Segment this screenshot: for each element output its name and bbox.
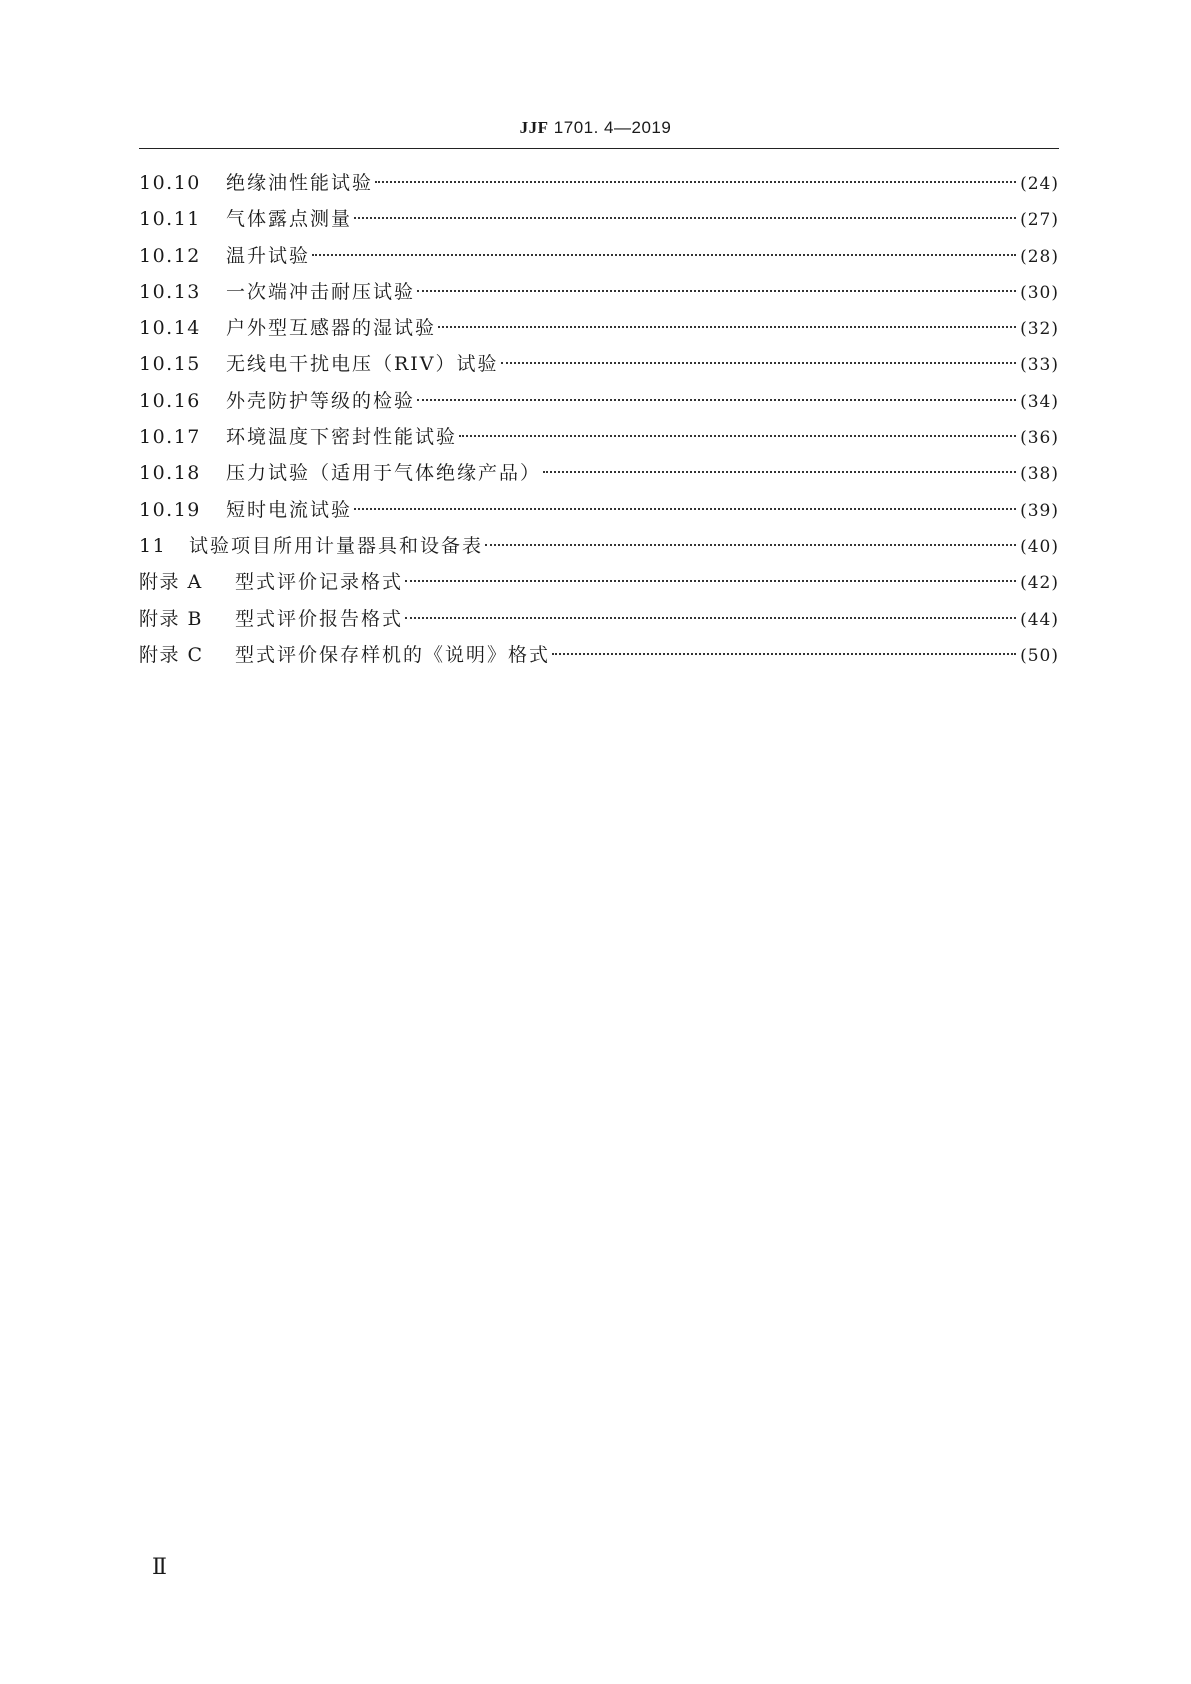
toc-entry-page: (24) [1020, 174, 1059, 194]
toc-entry[interactable] [139, 531, 1059, 567]
toc-entry-number: 10.10 [139, 172, 201, 194]
toc-entry-title: 型式评价记录格式 [235, 571, 404, 594]
toc-entry[interactable] [139, 313, 1059, 349]
toc-entry-title: 环境温度下密封性能试验 [226, 426, 458, 449]
toc-entry[interactable] [139, 241, 1059, 277]
toc-entry-page: (42) [1020, 573, 1059, 594]
toc-entry-number: 10.18 [139, 462, 201, 485]
toc-entry-page: (40) [1020, 536, 1059, 557]
table-of-contents [139, 168, 1059, 676]
toc-entry[interactable] [139, 386, 1059, 422]
toc-entry-page: (38) [1020, 464, 1059, 485]
toc-entry[interactable] [139, 277, 1059, 313]
toc-entry-appendix[interactable] [139, 640, 1059, 676]
toc-entry-number: 附录 A [139, 571, 203, 594]
toc-entry-title: 绝缘油性能试验 [226, 172, 374, 194]
toc-leader-dots [543, 471, 1016, 473]
toc-entry-page: (39) [1020, 500, 1059, 521]
toc-entry-title: 温升试验 [226, 244, 311, 267]
toc-entry-number: 10.12 [139, 244, 201, 267]
toc-leader-dots [552, 653, 1016, 655]
toc-entry-number: 10.13 [139, 280, 201, 303]
toc-entry-number: 10.14 [139, 317, 201, 340]
toc-leader-dots [501, 362, 1017, 364]
toc-entry-number: 11 [139, 534, 167, 557]
toc-leader-dots [485, 544, 1016, 546]
toc-entry-title: 气体露点测量 [226, 208, 353, 231]
toc-entry[interactable] [139, 422, 1059, 458]
toc-entry-appendix[interactable] [139, 567, 1059, 603]
toc-entry-page: (44) [1020, 609, 1059, 630]
toc-entry[interactable] [139, 495, 1059, 531]
toc-entry-title: 压力试验（适用于气体绝缘产品） [226, 462, 542, 485]
toc-entry-number: 10.15 [139, 353, 201, 376]
toc-entry-page: (32) [1020, 319, 1059, 340]
toc-entry-page: (33) [1020, 355, 1059, 376]
toc-entry-title: 试验项目所用计量器具和设备表 [189, 534, 484, 557]
toc-entry[interactable] [139, 168, 1059, 204]
toc-entry[interactable] [139, 349, 1059, 385]
page-folio: Ⅱ [152, 1554, 167, 1579]
toc-leader-dots [405, 580, 1016, 582]
toc-entry-title: 型式评价报告格式 [235, 607, 404, 630]
toc-entry[interactable] [139, 204, 1059, 240]
toc-entry-page: (50) [1020, 645, 1059, 666]
toc-entry-title: 户外型互感器的湿试验 [226, 317, 437, 340]
toc-leader-dots [417, 290, 1016, 292]
toc-entry-page: (28) [1020, 246, 1059, 267]
toc-leader-dots [354, 217, 1016, 219]
toc-entry-number: 10.19 [139, 498, 201, 521]
toc-entry-number: 10.17 [139, 426, 201, 449]
header-divider [139, 148, 1059, 149]
toc-entry-page: (30) [1020, 282, 1059, 303]
toc-entry-number: 附录 C [139, 643, 204, 666]
toc-entry-number: 附录 B [139, 607, 204, 630]
toc-entry-page: (36) [1020, 428, 1059, 449]
toc-leader-dots [405, 617, 1016, 619]
toc-leader-dots [312, 254, 1016, 256]
toc-leader-dots [354, 508, 1016, 510]
toc-leader-dots [459, 435, 1016, 437]
toc-entry-title: 外壳防护等级的检验 [226, 389, 416, 412]
toc-leader-dots [375, 181, 1016, 183]
toc-leader-dots [417, 399, 1016, 401]
standard-code-prefix: JJF [519, 118, 549, 137]
toc-leader-dots [438, 326, 1016, 328]
toc-entry-number: 10.16 [139, 389, 201, 412]
toc-entry-title: 短时电流试验 [226, 498, 353, 521]
standard-code-number: 1701. 4—2019 [548, 118, 672, 137]
toc-entry-appendix[interactable] [139, 604, 1059, 640]
toc-entry-number: 10.11 [139, 208, 201, 231]
toc-entry-title: 一次端冲击耐压试验 [226, 280, 416, 303]
toc-entry-page: (34) [1020, 391, 1059, 412]
toc-entry-title: 型式评价保存样机的《说明》格式 [235, 643, 551, 666]
toc-entry-page: (27) [1020, 210, 1059, 231]
standard-code-header [0, 118, 1191, 138]
toc-entry-title: 无线电干扰电压（RIV）试验 [226, 353, 499, 376]
toc-entry[interactable] [139, 458, 1059, 494]
